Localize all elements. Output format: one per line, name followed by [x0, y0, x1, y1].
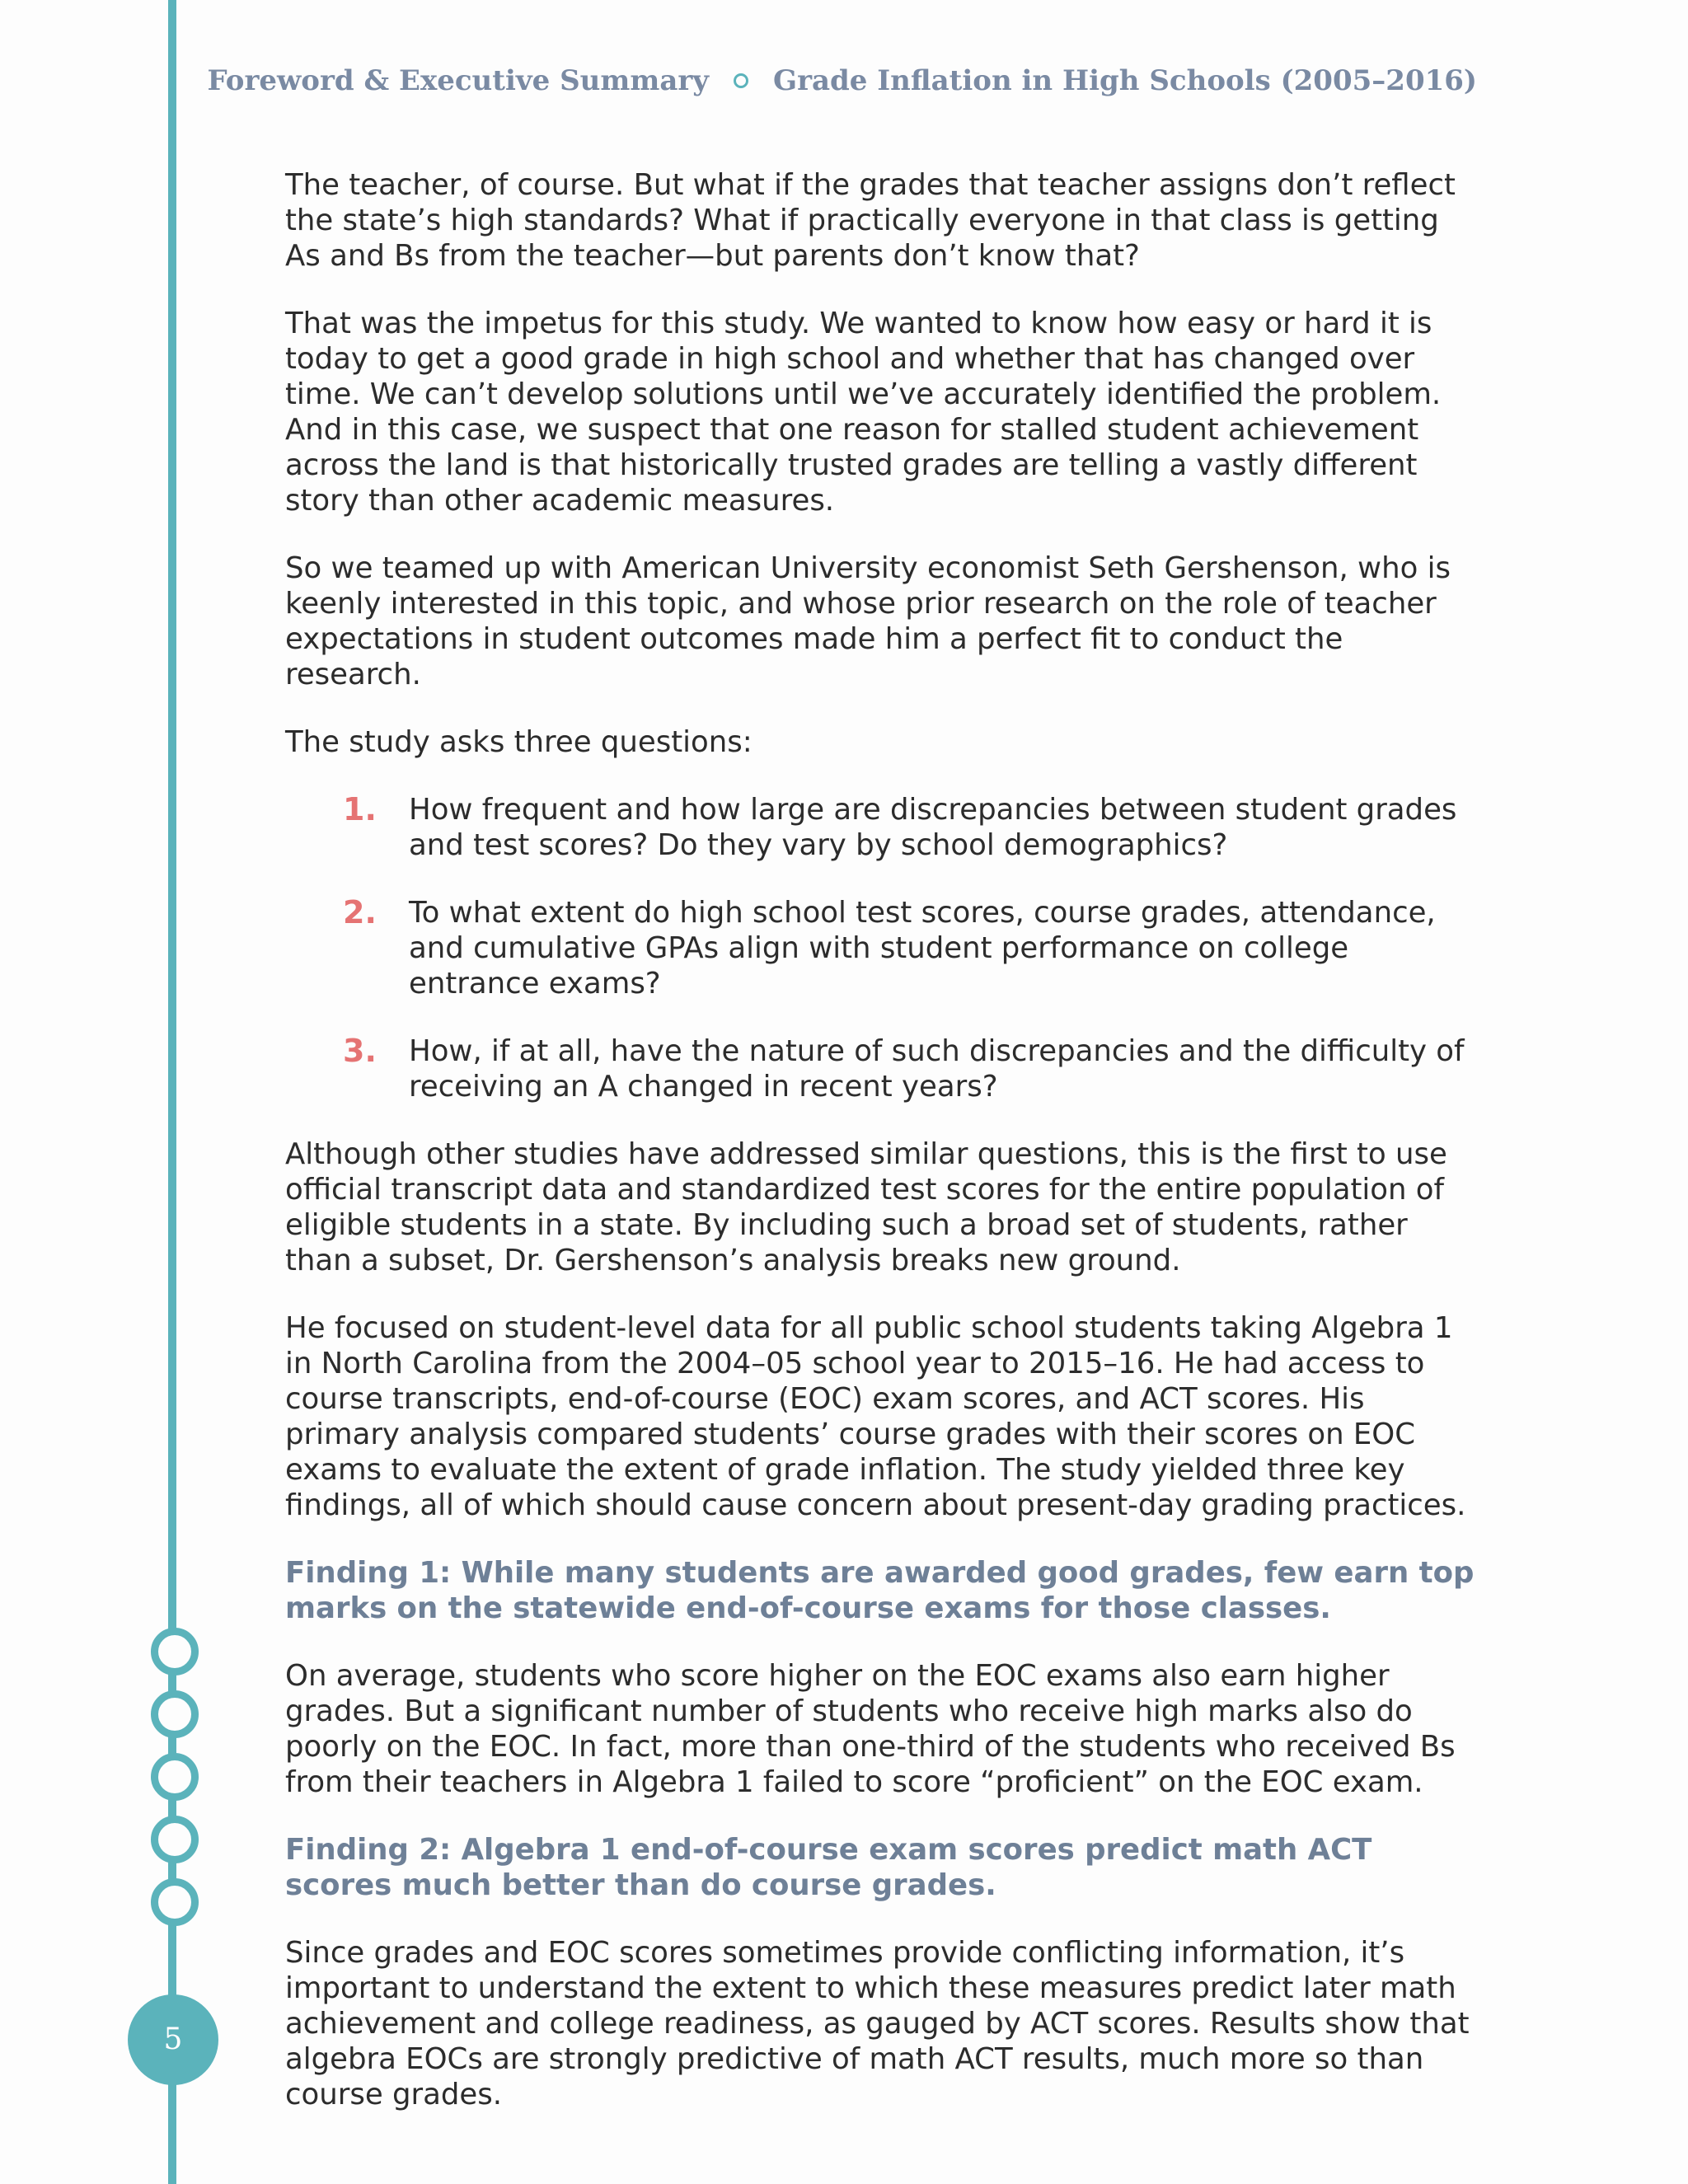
page-number: 5: [128, 1994, 218, 2085]
finding-2-text: Since grades and EOC scores sometimes provide conflicting information, it’s important to understand the extent to which these measures predict later math achievement and college readiness, as gauged by ACT scores. Results show that algebra EOCs are strongly predictive of math ACT results, much more so than course grades.: [285, 1936, 1470, 2111]
list-number: 2.: [343, 894, 377, 930]
questions-list: [285, 792, 1480, 1104]
page-content: [285, 167, 1480, 2144]
list-item: [285, 1033, 1480, 1104]
paragraph: That was the impetus for this study. We wanted to know how easy or hard it is today to get a good grade in high school and whether that has changed over time. We can’t develop solutions until we’ve accurately identified the problem. And in this case, we suspect that one reason for stalled student achievement across the land is that historically trusted grades are telling a vastly different story than other academic measures.: [285, 307, 1442, 518]
paragraph: The study asks three questions:: [285, 725, 753, 759]
list-number: 1.: [343, 791, 377, 827]
finding-1-heading: Finding 1: While many students are awarded good grades, few earn top marks on the statewide end-of-course exams for those classes.: [285, 1556, 1475, 1625]
rail-ring-icon: [151, 1878, 199, 1926]
header-section: Foreword & Executive Summary: [207, 64, 710, 97]
finding-2-heading: Finding 2: Algebra 1 end-of-course exam scores predict math ACT scores much better than do course grades.: [285, 1833, 1372, 1902]
list-item-text: To what extent do high school test scores, course grades, attendance, and cumulative GPAs align with student performance on college entrance exams?: [409, 896, 1436, 1001]
paragraph: The teacher, of course. But what if the grades that teacher assigns don’t reflect the state’s high standards? What if practically everyone in that class is getting As and Bs from the teacher—but parents don’t know that?: [285, 168, 1456, 273]
finding-1-text: On average, students who score higher on the EOC exams also earn higher grades. But a significant number of students who receive high marks also do poorly on the EOC. In fact, more than one-third of the students who received Bs from their teachers in Algebra 1 failed to score “proficient” on the EOC exam.: [285, 1659, 1456, 1799]
rail-ring-icon: [151, 1816, 199, 1863]
list-item-text: How frequent and how large are discrepancies between student grades and test scores? Do they vary by school demographics?: [409, 793, 1457, 862]
list-item: [285, 792, 1480, 863]
list-item-text: How, if at all, have the nature of such discrepancies and the difficulty of receiving an A changed in recent years?: [409, 1034, 1465, 1104]
paragraph: So we teamed up with American University economist Seth Gershenson, who is keenly interested in this topic, and whose prior research on the role of teacher expectations in student outcomes made him a perfect fit to conduct the research.: [285, 551, 1451, 691]
rail-ring-icon: [151, 1690, 199, 1738]
running-header: [208, 64, 1477, 97]
header-report-title: Grade Inflation in High Schools (2005–2016): [773, 64, 1477, 97]
list-item: [285, 895, 1480, 1001]
rail-ring-icon: [151, 1628, 199, 1675]
paragraph: Although other studies have addressed similar questions, this is the first to use official transcript data and standardized test scores for the entire population of eligible students in a state. By including such a broad set of students, rather than a subset, Dr. Gershenson’s analysis breaks new ground.: [285, 1137, 1447, 1277]
rail-ring-icon: [151, 1753, 199, 1801]
list-number: 3.: [343, 1033, 377, 1069]
paragraph: He focused on student-level data for all public school students taking Algebra 1 in North Carolina from the 2004–05 school year to 2015–16. He had access to course transcripts, end-of-course (EOC) exam scores, and ACT scores. His primary analysis compared students’ course grades with their scores on EOC exams to evaluate the extent of grade inflation. The study yielded three key findings, all of which should cause concern about present-day grading practices.: [285, 1311, 1466, 1522]
separator-dot-icon: [734, 73, 748, 88]
